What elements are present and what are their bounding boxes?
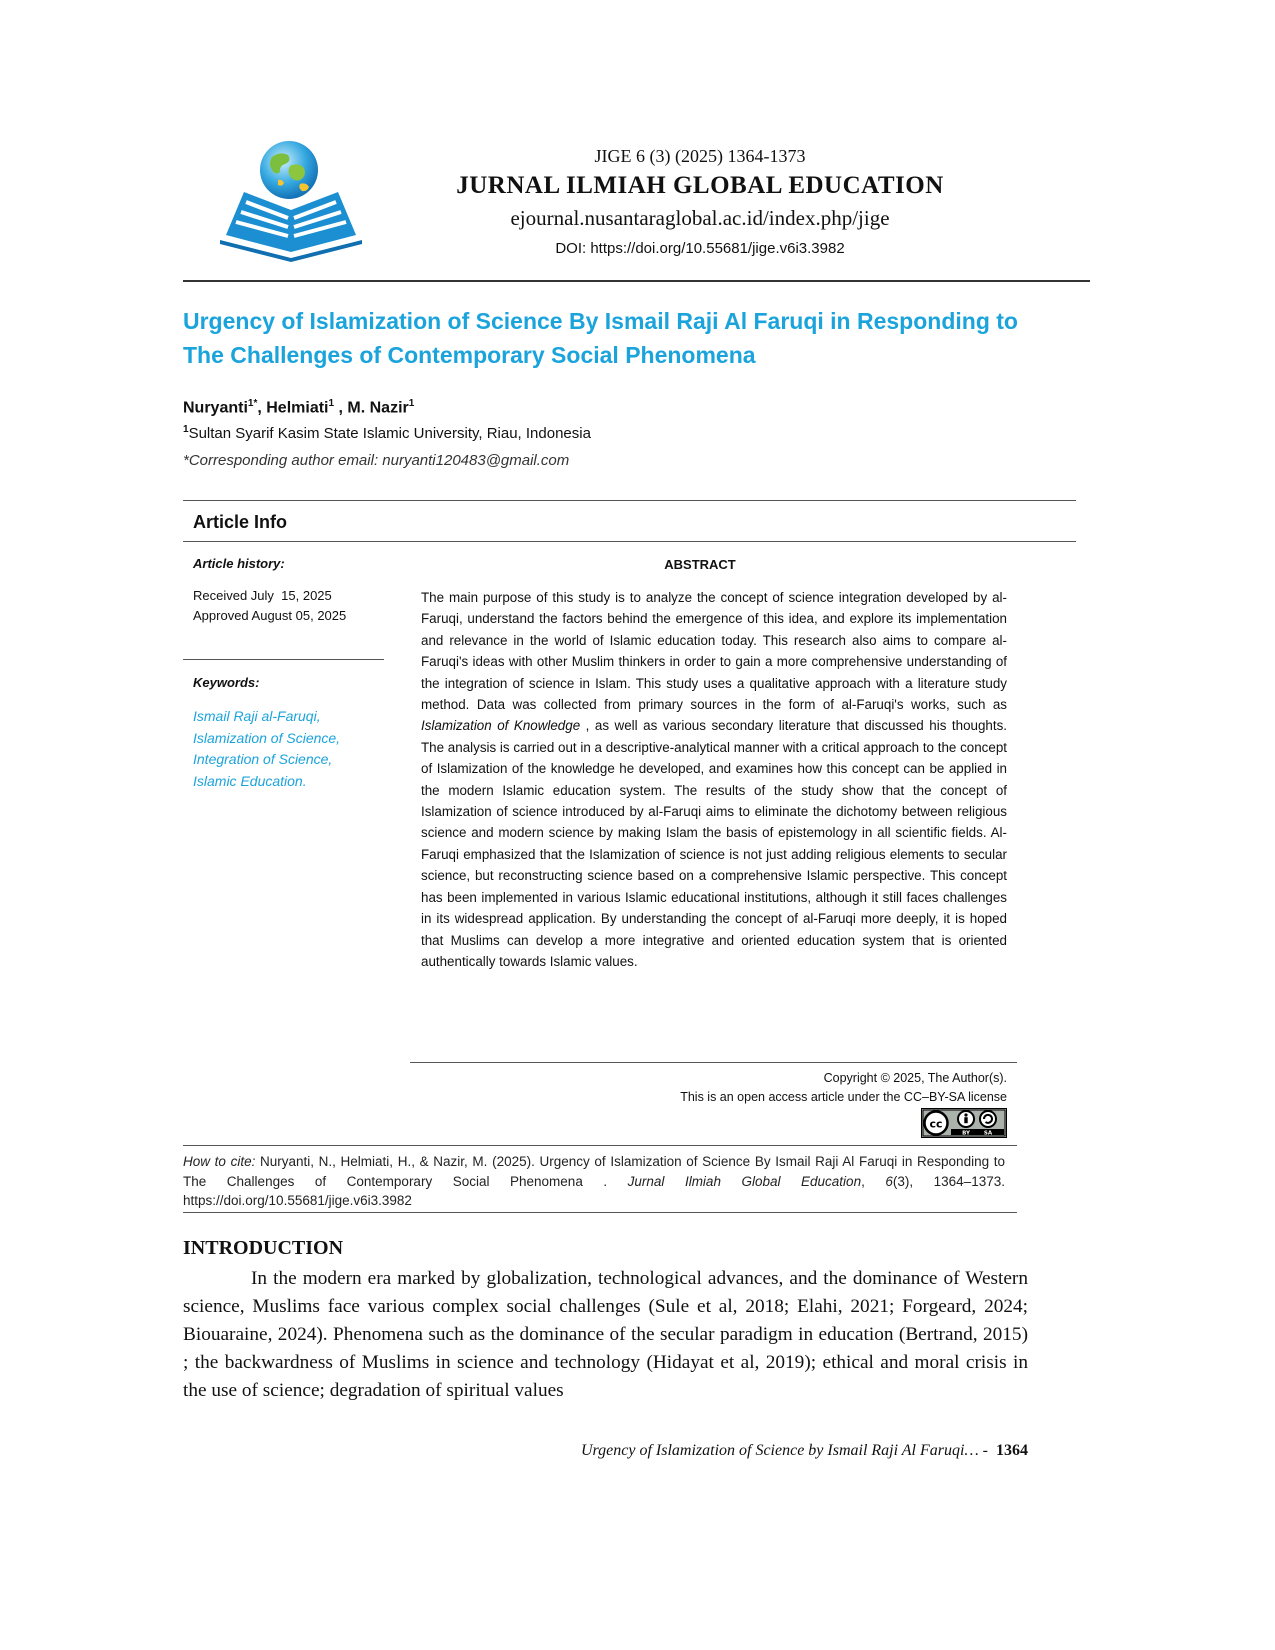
journal-issue-line: JIGE 6 (3) (2025) 1364-1373 (594, 146, 806, 166)
author-superscript: 1 (408, 398, 415, 409)
author-name: Nuryanti (183, 399, 248, 417)
keyword-item: Islamization of Science, (193, 729, 341, 746)
introduction-paragraph (183, 1265, 1028, 1405)
cc-by-sa-badge-icon[interactable] (921, 1108, 1007, 1138)
cite-label: How to cite: (183, 1154, 256, 1169)
cite-separator: , (861, 1173, 886, 1189)
author-name: Helmiati (266, 399, 329, 417)
cite-journal: Jurnal Ilmiah Global Education (627, 1173, 862, 1189)
abstract-text (421, 587, 1007, 972)
article-history-label: Article history: (193, 556, 285, 571)
page-number: 1364 (996, 1442, 1028, 1459)
keywords-list (193, 706, 340, 792)
license-line[interactable]: This is an open access article under the CC–BY-SA license (680, 1090, 1007, 1104)
author-superscript: 1 (328, 398, 335, 409)
how-to-cite (183, 1152, 1005, 1211)
author-name: M. Nazir (347, 399, 409, 417)
page-footer (480, 1442, 1028, 1460)
affiliation-text: Sultan Syarif Kasim State Islamic University, Riau, Indonesia (188, 425, 591, 442)
sa-label: SA (983, 1130, 993, 1137)
journal-logo (216, 140, 366, 262)
keywords-label: Keywords: (193, 675, 260, 690)
cite-volume: 6 (885, 1173, 893, 1189)
affiliation-superscript: 1 (183, 424, 189, 435)
abstract-part: The main purpose of this study is to analyze the concept of science integration developed by al-Faruqi, understand the factors behind the emergence of this idea, and explore its implementation and relevance in the world of Islamic education today. This research also aims to compare al-Faruqi's ideas with other Muslim thinkers in order to gain a more comprehensive understanding of the integration of science in Islam. This study uses a qualitative approach with a literature study method. Data was collected from primary sources in the form of al-Faruqi's works, such as (421, 590, 1007, 713)
approved-date: Approved August 05, 2025 (193, 608, 347, 623)
author-superscript: 1* (247, 398, 258, 409)
article-info-top-rule (183, 500, 1076, 501)
journal-name: JURNAL ILMIAH GLOBAL EDUCATION (456, 172, 944, 199)
abstract-book-title: Islamization of Knowledge (421, 718, 581, 734)
abstract-divider (410, 1062, 1017, 1063)
author-list: Nuryanti$^{1*}$, Helmiati$^1$ , M. Nazir$^1$ (183, 398, 415, 417)
copyright-line: Copyright © 2025, The Author(s). (823, 1071, 1007, 1085)
article-info-heading: Article Info (193, 512, 288, 532)
cite-pages-doi: (3), 1364–1373. https://doi.org/10.55681/jige.v6i3.3982 (183, 1173, 1005, 1208)
received-date: Received July 15, 2025 (193, 588, 332, 603)
keywords-divider (183, 659, 384, 660)
citation-bottom-rule (183, 1212, 1017, 1213)
journal-url[interactable]: ejournal.nusantaraglobal.ac.id/index.php/jige (510, 206, 890, 230)
cc-symbol: cc (929, 1117, 943, 1131)
footer-separator: - (978, 1442, 996, 1459)
abstract-part: , as well as various secondary literature that discussed his thoughts. The analysis is carried out in a descriptive-analytical manner with a critical approach to the concept of Islamization of the knowledge he developed, and examines how this concept can be applied in the modern Islamic education system. The results of the study show that the concept of Islamization of science introduced by al-Faruqi aims to eliminate the dichotomy between religious science and modern science by making Islam the basis of epistemology in all scientific fields. Al-Faruqi emphasized that the Islamization of science is not just adding religious elements to secular science, but reconstructing science based on a comprehensive Islamic perspective. This concept has been implemented in various Islamic educational institutions, although it still faces challenges in its widespread application. By understanding the concept of al-Faruqi more deeply, it is hoped that Muslims can develop a more integrative and oriented education system that is oriented authentically towards Islamic values. (421, 718, 1007, 969)
header-divider (183, 280, 1090, 282)
author-affiliation (183, 424, 591, 442)
corresponding-author-email: *Corresponding author email: nuryanti120483@gmail.com (183, 452, 570, 469)
running-title: Urgency of Islamization of Science by Ismail Raji Al Faruqi… (580, 1442, 979, 1459)
keyword-item: Islamic Education. (193, 772, 307, 789)
introduction-text: In the modern era marked by globalization, technological advances, and the dominance of Western science, Muslims face various complex social challenges (Sule et al, 2018; Elahi, 2021; Forgeard, 2024; Biouaraine, 2024). Phenomena such as the dominance of the secular paradigm in education (Bertrand, 2015) ; the backwardness of Muslims in science and technology (Hidayat et al, 2019); ethical and moral crisis in the use of science; degradation of spiritual values (183, 1268, 1028, 1401)
cite-text: Nuryanti, N., Helmiati, H., & Nazir, M. (2025). Urgency of Islamization of Science By Ismail Raji Al Faruqi in Responding to The Challenges of Contemporary Social Phenomena . (183, 1154, 1005, 1189)
abstract-heading: ABSTRACT (664, 557, 736, 572)
introduction-heading: INTRODUCTION (183, 1237, 344, 1259)
citation-top-rule (183, 1145, 1017, 1146)
by-label: BY (962, 1130, 970, 1137)
article-doi[interactable]: DOI: https://doi.org/10.55681/jige.v6i3.3982 (555, 240, 845, 257)
keyword-item: Integration of Science, (193, 751, 333, 767)
globe-on-open-book-logo-icon (216, 140, 366, 262)
article-info-bottom-rule (183, 541, 1076, 542)
article-title: Urgency of Islamization of Science By Ismail Raji Al Faruqi in Responding to The Challenges of Contemporary Social Phenomena (183, 308, 1018, 368)
keyword-item: Ismail Raji al-Faruqi, (193, 708, 321, 724)
